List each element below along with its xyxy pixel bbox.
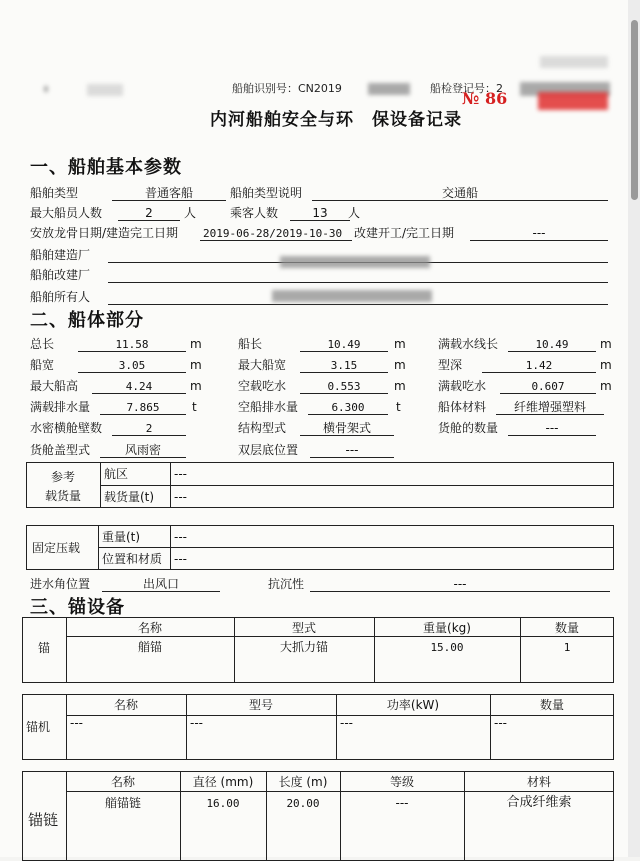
table-header: 材料 (526, 775, 551, 789)
table-label: 锚链 (28, 811, 59, 829)
field-value: --- (453, 577, 467, 591)
table-cell: --- (174, 530, 187, 544)
field-label: 型深 (438, 358, 463, 372)
table-cell: --- (494, 716, 507, 730)
table-header: 功率(kW) (386, 698, 440, 712)
table-header: 重量(kg) (423, 621, 471, 635)
field-value: 2 (145, 206, 153, 220)
field-value: 普通客船 (144, 186, 193, 200)
table-header: 等级 (389, 775, 414, 789)
table-cell: 15.00 (430, 641, 464, 654)
page-title-suffix: 保设备记录 (372, 110, 462, 130)
unit: m (394, 337, 406, 351)
field-value: --- (532, 226, 546, 240)
table-cell: 艏锚链 (104, 796, 141, 810)
table-cell: --- (174, 490, 187, 504)
field-value: 10.49 (327, 338, 361, 351)
table-header: 名称 (137, 621, 162, 635)
field-value: 1.42 (525, 359, 553, 372)
table-cell: 艏锚 (137, 640, 162, 654)
field-value: --- (345, 443, 359, 457)
field-value: 出风口 (142, 577, 179, 591)
table-cell: 大抓力锚 (279, 640, 328, 654)
vertical-scrollbar[interactable] (628, 0, 640, 857)
ship-id-label: 船舶识别号：CN2019 (232, 82, 342, 95)
table-label: 航区 (104, 467, 129, 481)
field-value: 0.553 (327, 380, 361, 393)
unit: m (394, 358, 406, 372)
redaction (280, 256, 430, 268)
unit: t (192, 400, 197, 414)
field-label: 船舶所有人 (30, 290, 91, 304)
redaction (87, 84, 123, 96)
field-value: 纤维增强塑料 (513, 400, 586, 414)
field-value: 0.607 (531, 380, 565, 393)
unit: m (190, 379, 202, 393)
field-label: 进水角位置 (30, 577, 91, 591)
table-label: 固定压载 (32, 541, 81, 555)
section-heading: 三、锚设备 (30, 597, 125, 618)
table-header: 直径 (mm) (192, 775, 254, 789)
field-label: 货舱的数量 (438, 421, 499, 435)
table-label: 位置和材质 (102, 552, 163, 566)
unit: 人 (184, 206, 197, 220)
field-value: 11.58 (115, 338, 149, 351)
reg-no-label: 船检登记号：2 (430, 82, 503, 95)
field-label: 船舶改建厂 (30, 268, 91, 282)
field-label: 船舶建造厂 (30, 248, 91, 262)
unit: 人 (348, 206, 361, 220)
field-value: 风雨密 (124, 443, 161, 457)
unit: m (394, 379, 406, 393)
field-label: 最大船宽 (238, 358, 287, 372)
unit: t (396, 400, 401, 414)
field-label: 空船排水量 (238, 400, 299, 414)
redaction (538, 92, 608, 110)
field-label: 货舱盖型式 (30, 443, 91, 457)
table-header: 型式 (291, 621, 316, 635)
table-cell: --- (70, 716, 83, 730)
field-label: 水密横舱壁数 (30, 421, 103, 435)
table-header: 型号 (248, 698, 273, 712)
redaction (44, 86, 48, 92)
section-heading: 一、船舶基本参数 (30, 157, 182, 178)
field-label: 船宽 (30, 358, 55, 372)
unit: m (600, 358, 612, 372)
table-cell: 1 (563, 641, 571, 654)
field-value: --- (545, 421, 559, 435)
section-heading: 二、船体部分 (30, 310, 144, 331)
field-label: 船舶类型说明 (230, 186, 303, 200)
serial-number: № 86 (462, 89, 508, 108)
table-cell: --- (395, 796, 409, 810)
table-header: 数量 (539, 698, 564, 712)
table-header: 名称 (110, 775, 135, 789)
field-label: 最大船员人数 (30, 206, 103, 220)
table-cell: 合成纤维索 (506, 795, 572, 810)
table-label: 参考 (50, 470, 75, 484)
field-value: 2019-06-28/2019-10-30 (203, 227, 343, 240)
table-label: 载货量 (44, 489, 81, 503)
field-label: 满载水线长 (438, 337, 499, 351)
redaction (540, 56, 608, 68)
field-label: 总长 (30, 337, 55, 351)
scrollbar-thumb[interactable] (631, 20, 638, 200)
field-label: 船舶类型 (30, 186, 79, 200)
field-value: 7.865 (126, 401, 160, 414)
field-label: 乘客人数 (230, 206, 279, 220)
unit: m (190, 337, 202, 351)
table-cell: --- (174, 552, 187, 566)
redaction (272, 290, 432, 302)
field-value: 3.05 (118, 359, 146, 372)
redaction (368, 83, 410, 95)
field-value: 3.15 (330, 359, 358, 372)
field-value: 2 (145, 422, 153, 435)
table-header: 数量 (554, 621, 579, 635)
table-cell: --- (340, 716, 353, 730)
table-header: 名称 (113, 698, 138, 712)
field-label: 最大船高 (30, 379, 79, 393)
field-label: 双层底位置 (238, 443, 299, 457)
field-label: 船体材料 (438, 400, 487, 414)
unit: m (600, 337, 612, 351)
table-cell: 20.00 (286, 797, 320, 810)
field-label: 满载吃水 (438, 379, 487, 393)
table-label: 锚机 (26, 720, 51, 734)
field-label: 空载吃水 (238, 379, 287, 393)
field-value: 交通船 (441, 186, 478, 200)
field-value: 横骨架式 (322, 421, 371, 435)
field-label: 满载排水量 (30, 400, 91, 414)
unit: m (600, 379, 612, 393)
field-value: 4.24 (125, 380, 153, 393)
table-label: 重量(t) (102, 530, 141, 544)
field-value: 13 (312, 206, 328, 220)
field-value: 10.49 (535, 338, 569, 351)
table-header: 长度 (m) (278, 775, 328, 789)
table-cell: --- (190, 716, 203, 730)
table-label: 载货量(t) (104, 490, 155, 504)
table-cell: --- (174, 467, 187, 481)
page-title: 内河船舶安全与环 (210, 110, 354, 130)
table-label: 锚 (38, 641, 51, 655)
unit: m (190, 358, 202, 372)
field-label: 抗沉性 (268, 577, 305, 591)
field-label: 安放龙骨日期/建造完工日期 (30, 226, 179, 240)
table-cell: 16.00 (206, 797, 240, 810)
field-label: 改建开工/完工日期 (354, 226, 455, 240)
field-label: 结构型式 (238, 421, 287, 435)
field-value: 6.300 (331, 401, 365, 414)
field-label: 船长 (238, 337, 263, 351)
